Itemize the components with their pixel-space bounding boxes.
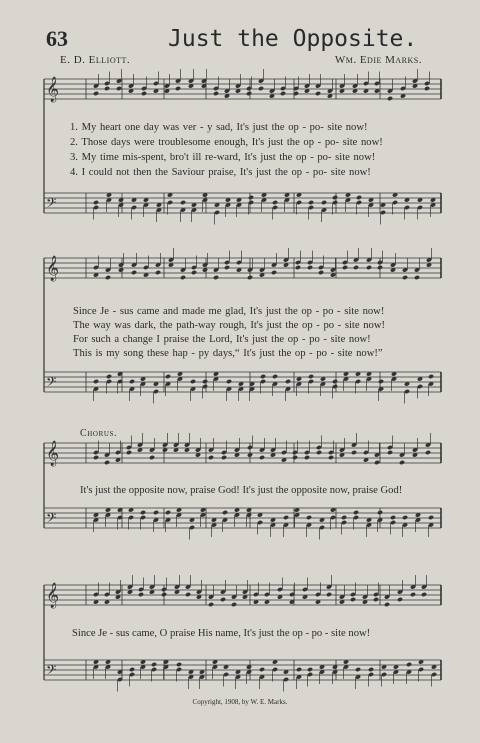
verse-line-4b: This is my song these hap - py days,“ It's just the op - po - site now!” — [73, 348, 383, 359]
composer: Wm. Edie Marks. — [334, 54, 422, 66]
chorus-line: It's just the opposite now, praise God! It's just the opposite now, praise God! — [80, 485, 403, 496]
svg-text:𝄞: 𝄞 — [46, 441, 60, 466]
staff — [44, 192, 441, 224]
chorus-last-line: Since Je - sus came, O praise His name, It's just the op - po - site now! — [72, 628, 371, 639]
staff — [44, 69, 441, 102]
svg-text:𝄞: 𝄞 — [46, 77, 60, 102]
verse-line-3b: For such a change I praise the Lord, It's just the op - po - site now! — [73, 334, 371, 345]
staff — [44, 575, 441, 608]
staff — [44, 371, 441, 403]
staff — [44, 248, 441, 281]
hymn-number: 63 — [46, 26, 68, 51]
svg-text:𝄢: 𝄢 — [46, 510, 57, 529]
verse-line-1b: Since Je - sus came and made me glad, It's just the op - po - site now! — [73, 306, 385, 317]
lyricist: E. D. Elliott. — [60, 54, 131, 66]
verse-line-1a: 1. My heart one day was ver - y sad, It's just the op - po- site now! — [70, 122, 368, 133]
svg-text:𝄞: 𝄞 — [46, 583, 60, 608]
verse-line-2a: 2. Those days were troublesome enough, It's just the op - po- site now! — [70, 137, 383, 148]
staff — [44, 659, 441, 691]
staff — [44, 507, 441, 539]
chorus-label: Chorus. — [80, 428, 118, 439]
svg-text:𝄢: 𝄢 — [46, 195, 57, 214]
verse-line-2b: The way was dark, the path-way rough, It's just the op - po - site now! — [73, 320, 385, 331]
copyright-notice: Copyright, 1908, by W. E. Marks. — [192, 698, 288, 706]
hymn-title: Just the Opposite. — [168, 26, 418, 52]
svg-text:𝄢: 𝄢 — [46, 374, 57, 393]
svg-text:𝄢: 𝄢 — [46, 662, 57, 681]
svg-text:𝄞: 𝄞 — [46, 256, 60, 281]
verse-line-4a: 4. I could not then the Saviour praise, It's just the op - po- site now! — [70, 167, 371, 178]
verse-line-3a: 3. My time mis-spent, bro't ill re-ward, It's just the op - po- site now! — [70, 152, 376, 163]
